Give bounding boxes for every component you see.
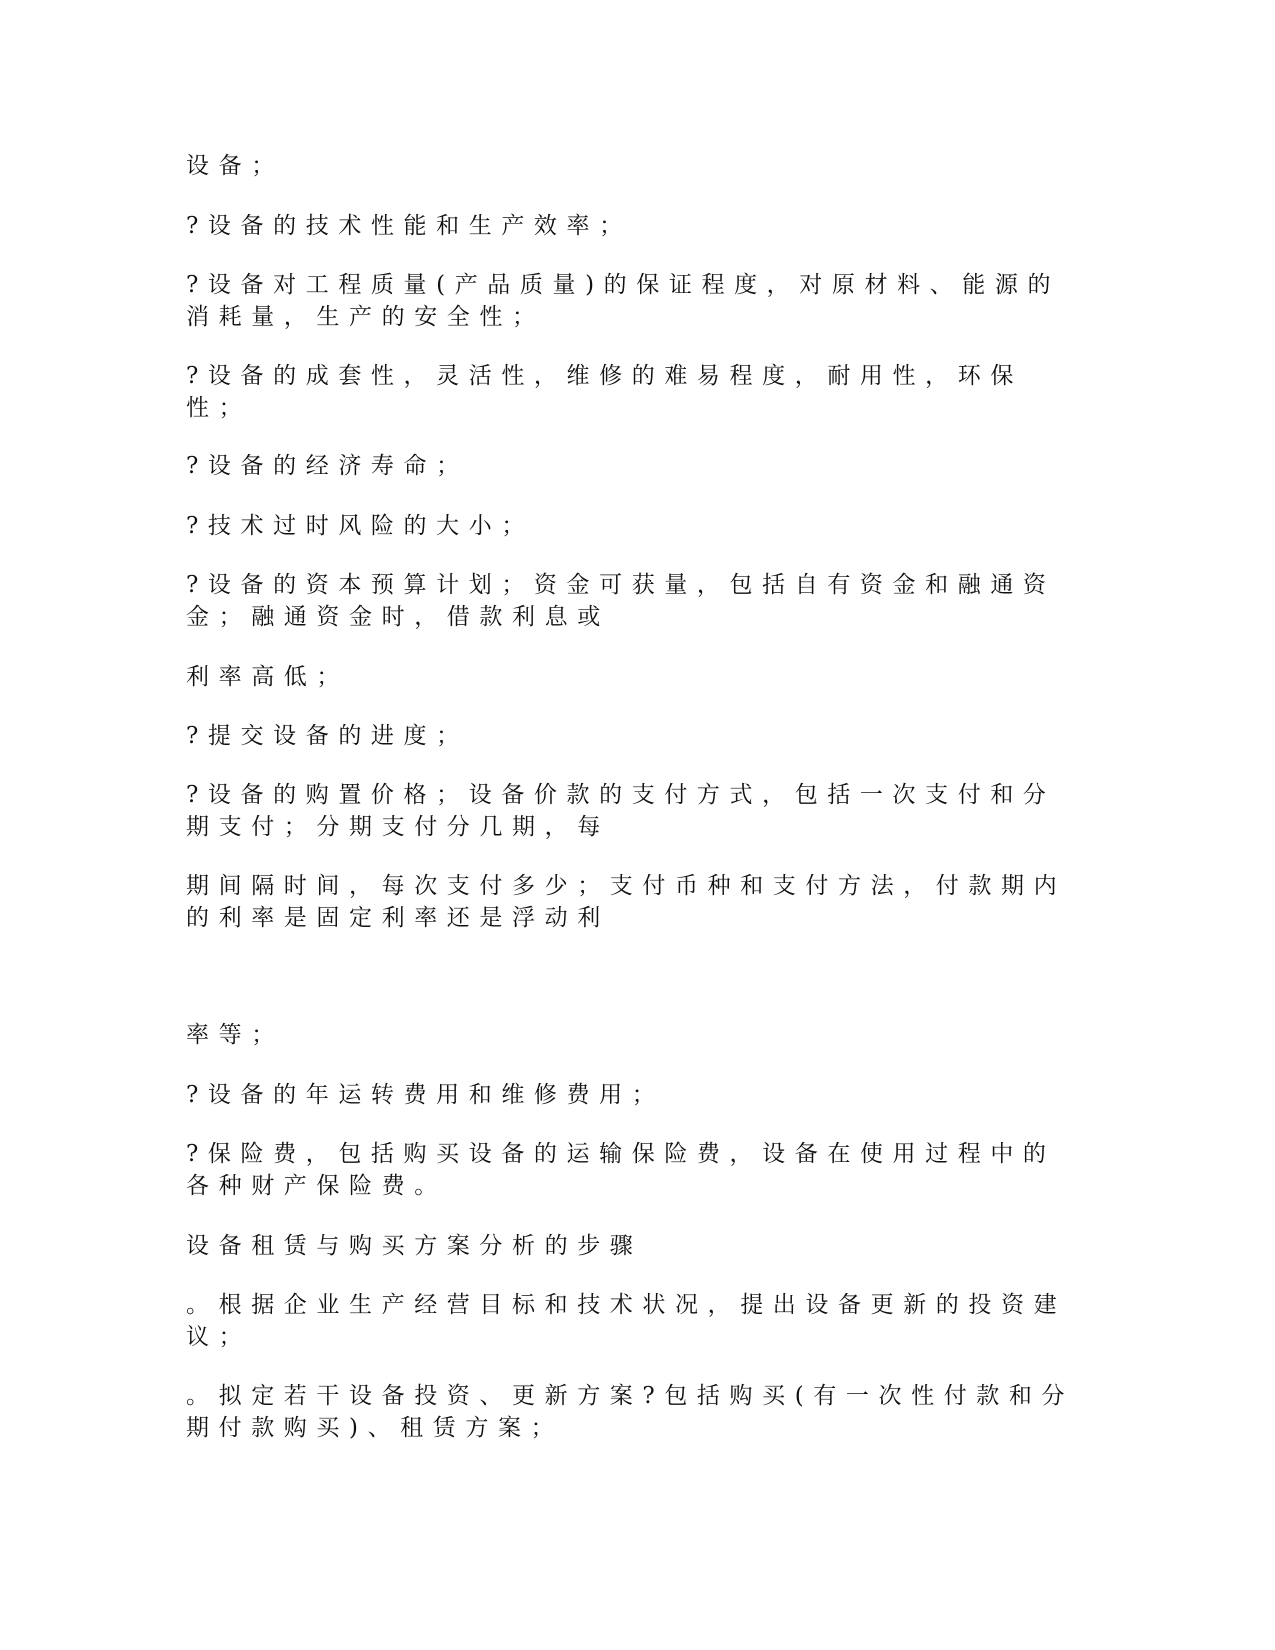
paragraph: ?设备的购置价格；设备价款的支付方式，包括一次支付和分期支付；分期支付分几期，每 (186, 782, 1056, 840)
paragraph: 设备； (186, 153, 284, 179)
paragraph: 。拟定若干设备投资、更新方案?包括购买(有一次性付款和分期付款购买)、租赁方案； (186, 1383, 1075, 1441)
paragraph: ?保险费，包括购买设备的运输保险费，设备在使用过程中的各种财产保险费。 (186, 1141, 1056, 1199)
paragraph: ?设备对工程质量(产品质量)的保证程度，对原材料、能源的消耗量，生产的安全性； (186, 272, 1061, 330)
paragraph: ?设备的成套性，灵活性，维修的难易程度，耐用性，环保性； (186, 363, 1023, 421)
paragraph: 期间隔时间，每次支付多少；支付币种和支付方法，付款期内的利率是固定利率还是浮动利 (186, 873, 1067, 931)
paragraph: ?设备的年运转费用和维修费用； (186, 1082, 665, 1108)
section-heading: 设备租赁与购买方案分析的步骤 (186, 1233, 643, 1259)
paragraph: 利率高低； (186, 664, 349, 690)
paragraph: ?提交设备的进度； (186, 723, 469, 749)
paragraph: 率等； (186, 1022, 284, 1048)
paragraph: ?设备的技术性能和生产效率； (186, 213, 632, 239)
paragraph: 。根据企业生产经营目标和技术状况，提出设备更新的投资建议； (186, 1292, 1067, 1350)
paragraph: ?技术过时风险的大小； (186, 513, 534, 539)
paragraph: ?设备的资本预算计划；资金可获量，包括自有资金和融通资金；融通资金时，借款利息或 (186, 572, 1056, 630)
paragraph: ?设备的经济寿命； (186, 453, 469, 479)
